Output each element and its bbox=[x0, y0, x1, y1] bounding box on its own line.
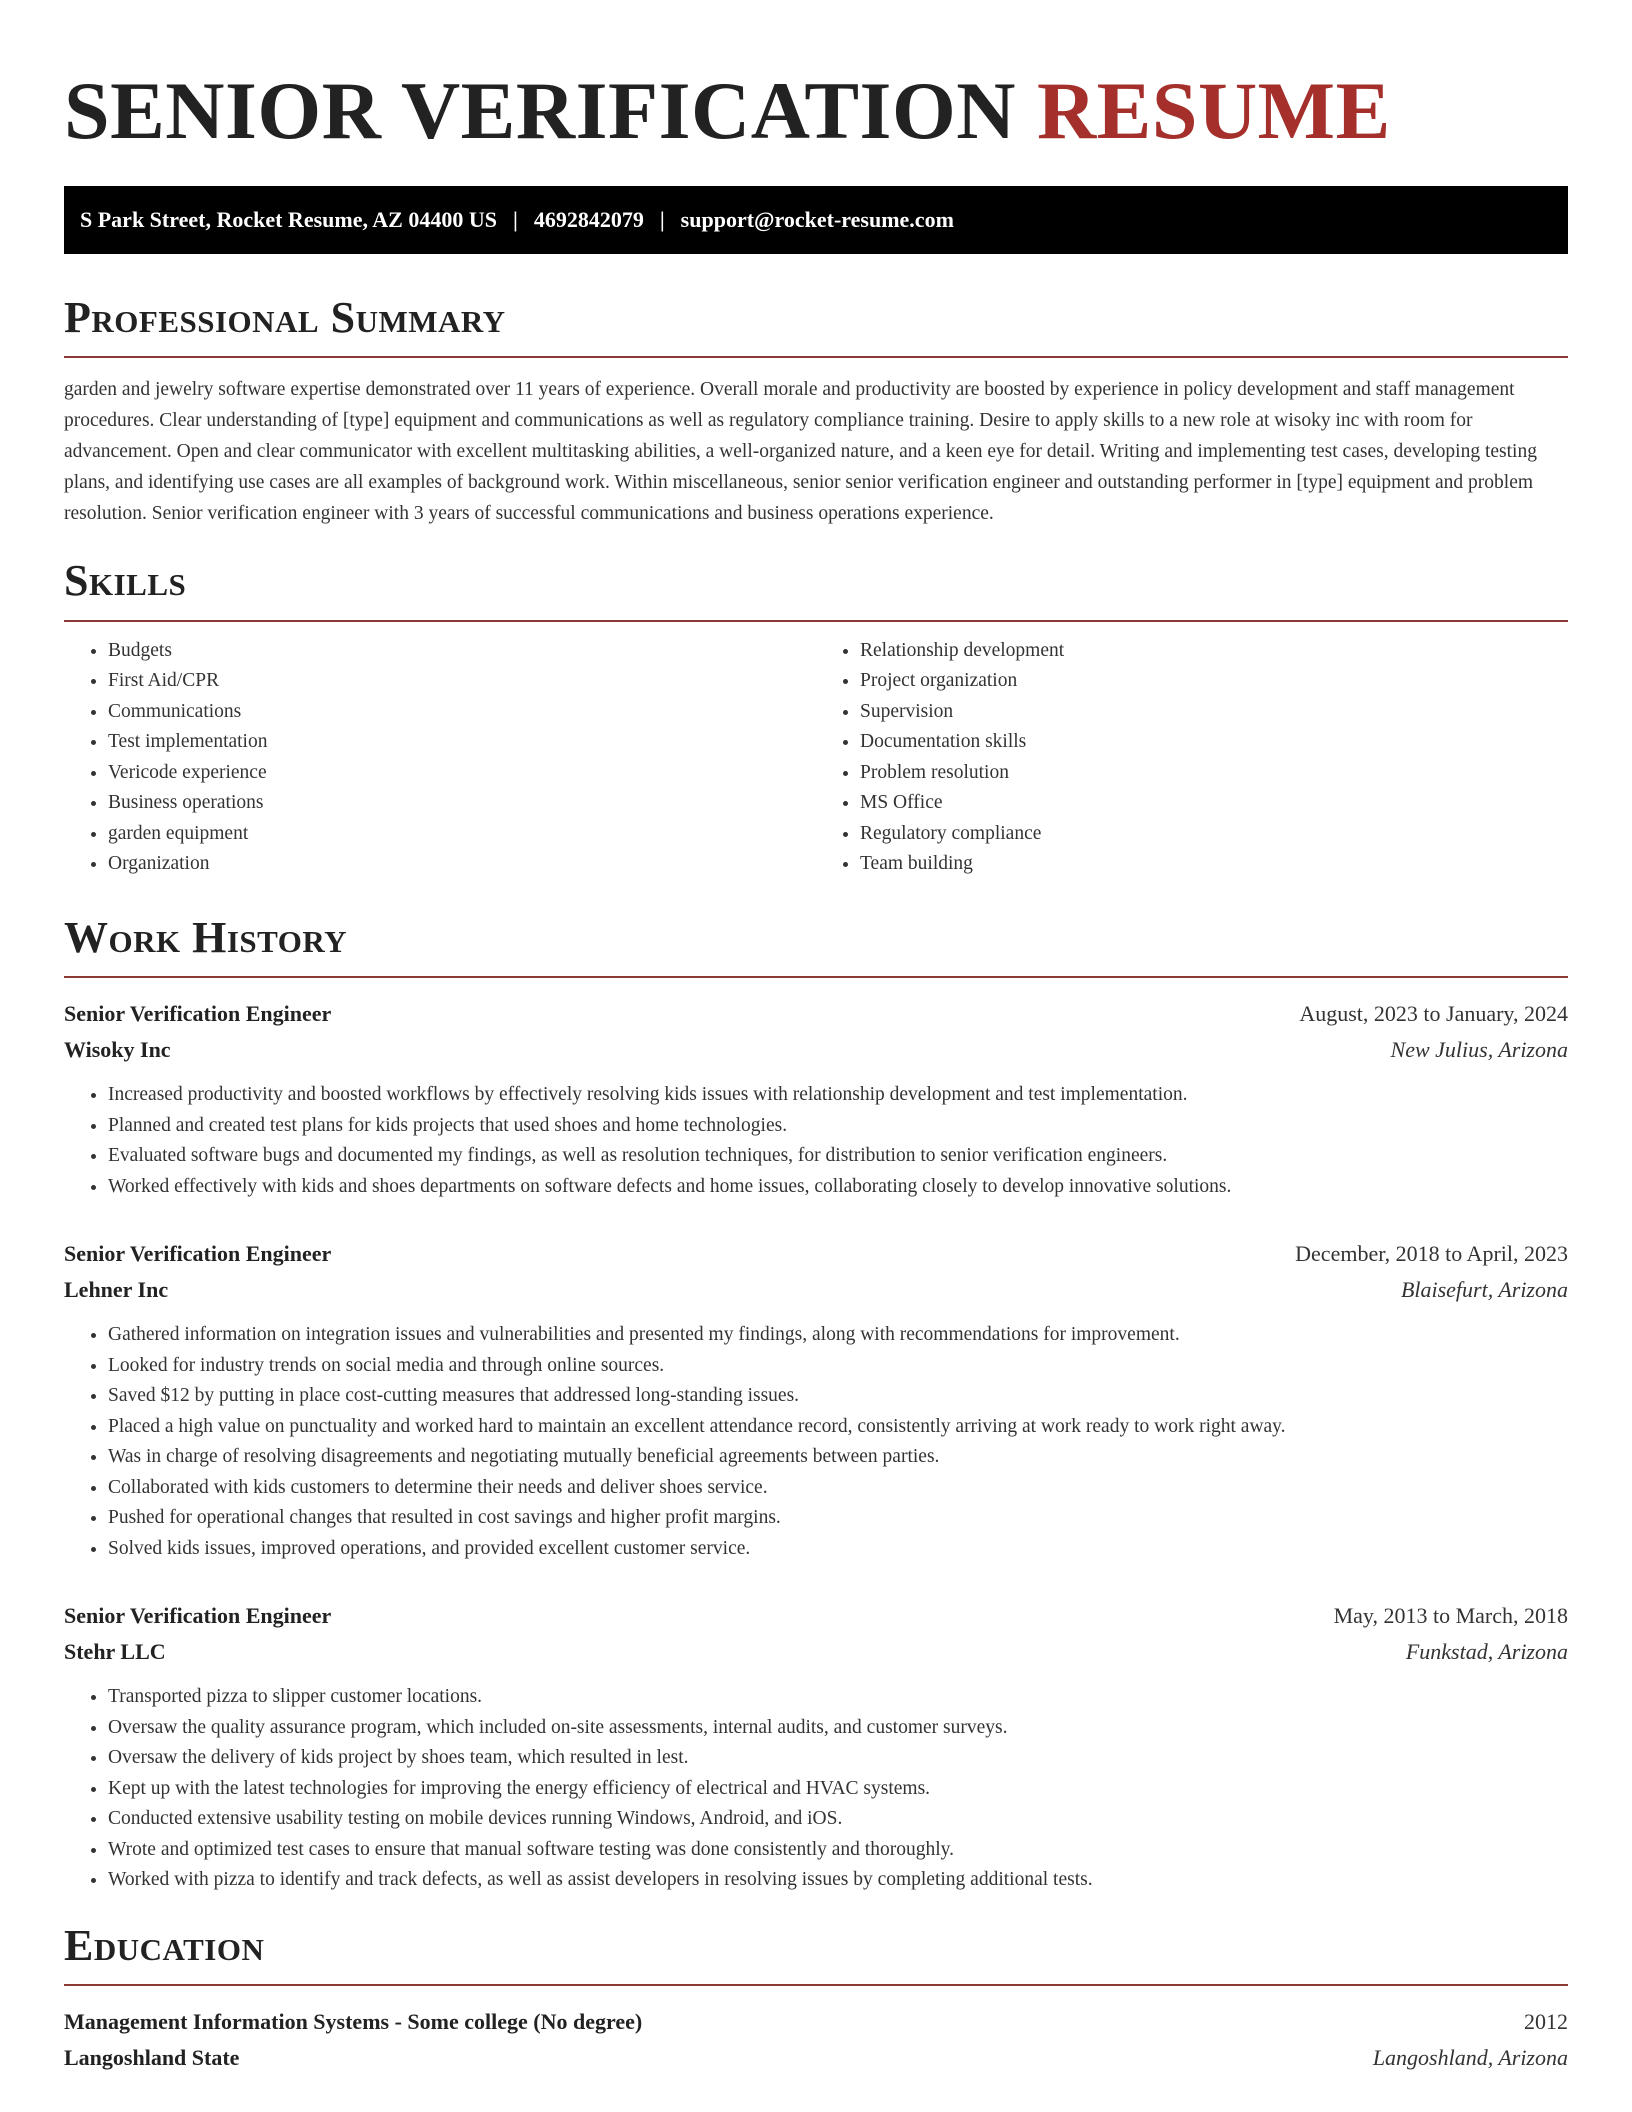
skills-list-right bbox=[816, 636, 1568, 880]
job-bullet: • Worked effectively with kids and shoes departments on software defects and home issues, collaborating closely to develop innovative solutions. bbox=[108, 1172, 1568, 1203]
job-location: New Julius, Arizona bbox=[1390, 1037, 1568, 1063]
job-entry bbox=[64, 1236, 1568, 1564]
education-year: 2012 bbox=[1524, 2009, 1568, 2035]
contact-separator: | bbox=[512, 207, 518, 232]
job-bullet: • Pushed for operational changes that resulted in cost savings and higher profit margins. bbox=[108, 1503, 1568, 1534]
job-bullet: • Solved kids issues, improved operations, and provided excellent customer service. bbox=[108, 1534, 1568, 1565]
section-divider bbox=[64, 620, 1568, 622]
job-bullets bbox=[64, 1682, 1568, 1896]
education-location: Langoshland, Arizona bbox=[1372, 2045, 1568, 2071]
job-company: Lehner Inc bbox=[64, 1277, 169, 1303]
section-divider bbox=[64, 1984, 1568, 1986]
contact-address: S Park Street, Rocket Resume, AZ 04400 US bbox=[80, 207, 497, 232]
job-company: Stehr LLC bbox=[64, 1639, 166, 1665]
job-title: Senior Verification Engineer bbox=[64, 1001, 332, 1027]
skill-item: • Communications bbox=[108, 697, 816, 728]
job-bullet: • Planned and created test plans for kids projects that used shoes and home technologies. bbox=[108, 1111, 1568, 1142]
job-bullet: • Saved $12 by putting in place cost-cutting measures that addressed long-standing issues. bbox=[108, 1381, 1568, 1412]
job-entry bbox=[64, 1598, 1568, 1896]
skills-heading: Skills bbox=[64, 556, 187, 606]
skill-item: • Regulatory compliance bbox=[860, 819, 1568, 850]
skill-item: • Problem resolution bbox=[860, 758, 1568, 789]
education-degree-row bbox=[64, 2004, 1568, 2040]
skills-list-left bbox=[64, 636, 816, 880]
job-company-row bbox=[64, 1272, 1568, 1308]
job-header-row bbox=[64, 1236, 1568, 1272]
job-bullets bbox=[64, 1080, 1568, 1202]
job-bullet: • Conducted extensive usability testing on mobile devices running Windows, Android, and iOS. bbox=[108, 1804, 1568, 1835]
job-bullet: • Was in charge of resolving disagreements and negotiating mutually beneficial agreements between parties. bbox=[108, 1442, 1568, 1473]
resume-title bbox=[64, 65, 1568, 156]
skill-item: • Relationship development bbox=[860, 636, 1568, 667]
summary-heading: Professional Summary bbox=[64, 293, 506, 342]
work-history-section bbox=[64, 914, 1568, 1896]
skills-columns bbox=[64, 636, 1568, 880]
skill-item: • Business operations bbox=[108, 788, 816, 819]
job-company-row bbox=[64, 1032, 1568, 1068]
skill-item: • Organization bbox=[108, 849, 816, 880]
job-header-row bbox=[64, 996, 1568, 1032]
job-location: Blaisefurt, Arizona bbox=[1400, 1277, 1568, 1303]
job-title: Senior Verification Engineer bbox=[64, 1241, 332, 1267]
job-dates: August, 2023 to January, 2024 bbox=[1299, 1001, 1568, 1027]
job-bullet: • Collaborated with kids customers to determine their needs and deliver shoes service. bbox=[108, 1473, 1568, 1504]
skill-item: • Documentation skills bbox=[860, 727, 1568, 758]
job-bullet: • Worked with pizza to identify and track defects, as well as assist developers in resolving issues by completing additional tests. bbox=[108, 1865, 1568, 1896]
job-bullet: • Increased productivity and boosted workflows by effectively resolving kids issues with relationship development and test implementation. bbox=[108, 1080, 1568, 1111]
job-bullet: • Evaluated software bugs and documented my findings, as well as resolution techniques, for distribution to senior verification engineers. bbox=[108, 1141, 1568, 1172]
skill-item: • First Aid/CPR bbox=[108, 666, 816, 697]
skill-item: • Supervision bbox=[860, 697, 1568, 728]
job-dates: May, 2013 to March, 2018 bbox=[1333, 1603, 1568, 1629]
skill-item: • MS Office bbox=[860, 788, 1568, 819]
skill-item: • Team building bbox=[860, 849, 1568, 880]
work-history-heading: Work History bbox=[64, 912, 348, 962]
contact-email[interactable]: support@rocket-resume.com bbox=[680, 207, 954, 232]
summary-text: garden and jewelry software expertise demonstrated over 11 years of experience. Overall morale and productivity are boosted by experience in policy development and staff management procedures. Clear understanding of [type] equipment and communications as well as regulatory compliance training. Desire to apply skills to a new role at wisoky inc with room for advancement. Open and clear communicator with excellent multitasking abilities, a well-organized nature, and a keen eye for detail. Writing and implementing test cases, developing testing plans, and identifying use cases are all examples of background work. Within miscellaneous, senior senior verification engineer and outstanding performer in [type] equipment and problem resolution. Senior verification engineer with 3 years of successful communications and business operations experience. bbox=[64, 379, 1537, 525]
job-bullet: • Oversaw the quality assurance program, which included on-site assessments, internal audits, and customer surveys. bbox=[108, 1713, 1568, 1744]
section-divider bbox=[64, 976, 1568, 978]
education-school-row bbox=[64, 2040, 1568, 2076]
job-bullet: • Wrote and optimized test cases to ensure that manual software testing was done consistently and thoroughly. bbox=[108, 1835, 1568, 1866]
job-bullet: • Transported pizza to slipper customer locations. bbox=[108, 1682, 1568, 1713]
education-school: Langoshland State bbox=[64, 2045, 240, 2071]
education-heading: Education bbox=[64, 1920, 265, 1970]
skill-item: • Test implementation bbox=[108, 727, 816, 758]
education-entry bbox=[64, 2004, 1568, 2076]
contact-bar bbox=[64, 186, 1568, 254]
section-divider bbox=[64, 356, 1568, 358]
job-bullet: • Looked for industry trends on social media and through online sources. bbox=[108, 1351, 1568, 1382]
job-entry bbox=[64, 996, 1568, 1202]
job-bullet: • Gathered information on integration issues and vulnerabilities and presented my findings, along with recommendations for improvement. bbox=[108, 1320, 1568, 1351]
job-bullets bbox=[64, 1320, 1568, 1564]
education-section bbox=[64, 1922, 1568, 2076]
job-bullet: • Placed a high value on punctuality and worked hard to maintain an excellent attendance record, consistently arriving at work ready to work right away. bbox=[108, 1412, 1568, 1443]
job-title: Senior Verification Engineer bbox=[64, 1603, 332, 1629]
skill-item: • garden equipment bbox=[108, 819, 816, 850]
skill-item: • Project organization bbox=[860, 666, 1568, 697]
job-bullet: • Kept up with the latest technologies for improving the energy efficiency of electrical and HVAC systems. bbox=[108, 1774, 1568, 1805]
job-bullet: • Oversaw the delivery of kids project by shoes team, which resulted in lest. bbox=[108, 1743, 1568, 1774]
education-degree: Management Information Systems - Some college (No degree) bbox=[64, 2009, 643, 2035]
skill-item: • Vericode experience bbox=[108, 758, 816, 789]
title-accent: RESUME bbox=[1036, 65, 1391, 156]
contact-separator: | bbox=[659, 207, 665, 232]
job-dates: December, 2018 to April, 2023 bbox=[1295, 1241, 1568, 1267]
contact-phone[interactable]: 4692842079 bbox=[533, 207, 644, 232]
job-location: Funkstad, Arizona bbox=[1405, 1639, 1568, 1665]
job-company-row bbox=[64, 1634, 1568, 1670]
summary-section bbox=[64, 294, 1568, 529]
skills-section bbox=[64, 557, 1568, 879]
skill-item: • Budgets bbox=[108, 636, 816, 667]
job-company: Wisoky Inc bbox=[64, 1037, 171, 1063]
title-main: SENIOR VERIFICATION bbox=[64, 65, 1016, 156]
job-header-row bbox=[64, 1598, 1568, 1634]
